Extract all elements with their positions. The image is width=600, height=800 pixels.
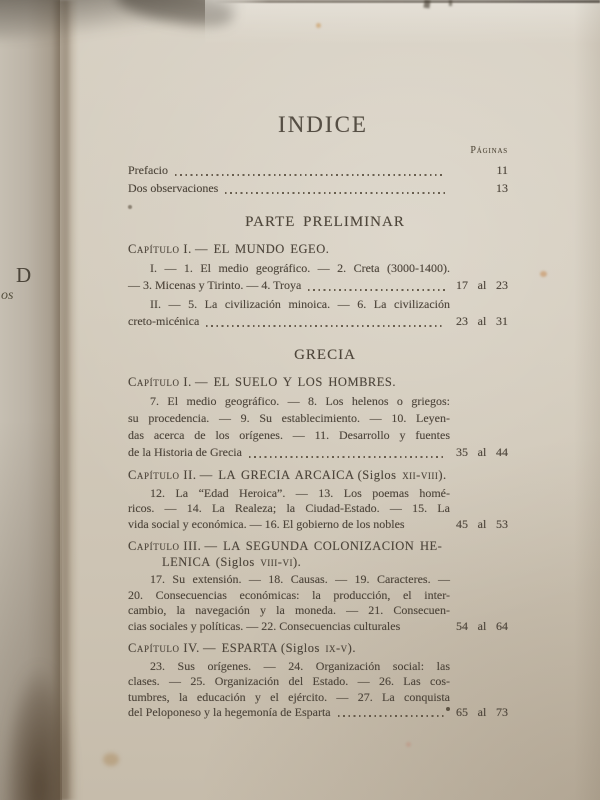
toc-line: cias sociales y políticas. — 22. Consecuencias culturales bbox=[128, 618, 401, 633]
roman-numerals: xii-viii bbox=[402, 468, 439, 482]
dot-leader bbox=[308, 289, 445, 291]
lower-chapters bbox=[128, 468, 508, 721]
section-heading: GRECIA bbox=[294, 347, 356, 363]
toc-entry bbox=[128, 260, 508, 294]
toc-line: — 3. Micenas y Tirinto. — 4. Troya bbox=[128, 278, 302, 292]
chapter-label: Capítulo I. bbox=[128, 242, 192, 256]
toc-line: vida social y económica. — 16. El gobierno de los nobles bbox=[128, 516, 405, 531]
facing-page-capital-letter: D bbox=[16, 263, 32, 287]
toc-line: tumbres, la educación y el ejército. — 27. La conquista bbox=[128, 689, 450, 704]
front-matter bbox=[128, 161, 508, 197]
toc-line: de la Historia de Grecia bbox=[128, 445, 242, 459]
page-range: 35 al 44 bbox=[456, 445, 508, 459]
front-matter-row bbox=[128, 179, 508, 197]
leader-gap bbox=[409, 530, 452, 532]
front-matter-row bbox=[128, 161, 508, 179]
page-range: 45 al 53 bbox=[456, 516, 508, 531]
toc-line: creto-micénica bbox=[128, 314, 200, 328]
toc-line: I. — 1. El medio geográfico. — 2. Creta (3000-1400). bbox=[150, 261, 450, 275]
toc-entry bbox=[128, 659, 508, 721]
page-number: 11 bbox=[496, 163, 508, 177]
toc-entry bbox=[128, 393, 508, 461]
toc-line: su procedencia. — 9. Su establecimiento. — 10. Leyen- bbox=[128, 411, 450, 425]
chapter-title: — ESPARTA bbox=[203, 641, 278, 655]
page-range: 23 al 31 bbox=[456, 314, 508, 328]
chapter-title-continuation: LENICA (Siglos viii-vi). bbox=[162, 554, 302, 569]
foxing-stain bbox=[316, 23, 321, 28]
toc-entry bbox=[128, 486, 508, 533]
chapter-label: Capítulo I. bbox=[128, 375, 192, 389]
toc-line: cambio, la navegación y la moneda. — 21. Consecuen- bbox=[128, 603, 450, 617]
chapter-title: — EL SUELO Y LOS HOMBRES. bbox=[194, 375, 396, 389]
page-range: 17 al 23 bbox=[456, 278, 508, 292]
page-range: 65 al 73 bbox=[456, 705, 508, 719]
chapter-subtitle: (Siglos ix-v). bbox=[280, 641, 356, 655]
chapter-label: Capítulo II. bbox=[128, 468, 197, 482]
foxing-stain bbox=[540, 271, 547, 277]
toc-line: das acerca de los orígenes. — 11. Desarrollo y fuentes bbox=[128, 428, 450, 442]
dot-leader bbox=[175, 174, 445, 176]
chapter-subtitle: (Siglos xii-viii). bbox=[357, 468, 447, 482]
page-edge-mark bbox=[449, 0, 452, 6]
toc-entry bbox=[128, 296, 508, 330]
section-heading: PARTE PRELIMINAR bbox=[245, 214, 405, 230]
chapter-title: — LA SEGUNDA COLONIZACION HE- bbox=[204, 539, 443, 553]
toc-leader-line bbox=[128, 517, 508, 533]
chapter-label: Capítulo IV. bbox=[128, 641, 200, 655]
dot-leader bbox=[338, 715, 445, 717]
index-page-content bbox=[128, 100, 508, 721]
toc-line: ricos. — 14. La Realeza; la Ciudad-Estado. — 15. La bbox=[128, 501, 450, 515]
foxing-stain bbox=[103, 753, 119, 766]
chapter-heading bbox=[128, 539, 508, 570]
toc-line: 23. Sus orígenes. — 24. Organización social: las bbox=[150, 658, 450, 673]
foxing-stain bbox=[406, 742, 411, 747]
toc-line: 7. El medio geográfico. — 8. Los helenos o griegos: bbox=[150, 394, 450, 408]
chapter-heading bbox=[128, 641, 508, 657]
page-title: INDICE bbox=[278, 112, 368, 137]
photo-top-edge bbox=[215, 0, 600, 3]
page-number: 13 bbox=[496, 181, 508, 195]
toc-leader-line bbox=[128, 705, 508, 721]
toc-line: 20. Consecuencias económicas: la producción, el inter- bbox=[128, 587, 450, 602]
roman-numerals: viii-vi bbox=[260, 554, 293, 569]
leader-gap bbox=[404, 632, 452, 634]
toc-line: 17. Su extensión. — 18. Causas. — 19. Caracteres. — bbox=[150, 572, 450, 586]
page-range: 54 al 64 bbox=[456, 618, 508, 633]
front-matter-label: Prefacio bbox=[128, 163, 168, 177]
page-edge-mark bbox=[423, 0, 430, 8]
toc-line: II. — 5. La civilización minoica. — 6. La civilización bbox=[150, 297, 450, 311]
page-top-edge-highlight bbox=[205, 0, 600, 44]
dot-leader bbox=[206, 325, 445, 327]
toc-leader-line bbox=[128, 277, 508, 294]
chapter-heading bbox=[128, 468, 508, 484]
chapter-title: — EL MUNDO EGEO. bbox=[194, 242, 330, 256]
toc-leader-line bbox=[128, 444, 508, 461]
book-gutter-crease bbox=[52, 0, 78, 800]
facing-page-text-fragment: os bbox=[1, 288, 14, 303]
chapter-title: — LA GRECIA ARCAICA bbox=[199, 468, 355, 482]
roman-numerals: ix-v bbox=[325, 641, 348, 655]
right-edge-shadow bbox=[574, 0, 600, 800]
toc-line: clases. — 25. Organización del Estado. — 26. Las cos- bbox=[128, 674, 450, 688]
toc-line: del Peloponeso y la hegemonía de Esparta bbox=[128, 705, 331, 719]
toc-entry bbox=[128, 572, 508, 634]
chapter-label: Capítulo III. bbox=[128, 539, 202, 553]
pages-column-header: Páginas bbox=[470, 145, 508, 156]
toc-leader-line bbox=[128, 619, 508, 635]
chapter-heading bbox=[128, 374, 508, 391]
toc-leader-line bbox=[128, 313, 508, 330]
chapter-heading-line bbox=[128, 539, 508, 555]
chapter-heading bbox=[128, 241, 508, 258]
dot-leader bbox=[225, 192, 445, 194]
front-matter-label: Dos observaciones bbox=[128, 181, 219, 195]
toc-line: 12. La “Edad Heroica”. — 13. Los poemas homé- bbox=[150, 485, 450, 500]
dot-leader bbox=[249, 456, 445, 458]
